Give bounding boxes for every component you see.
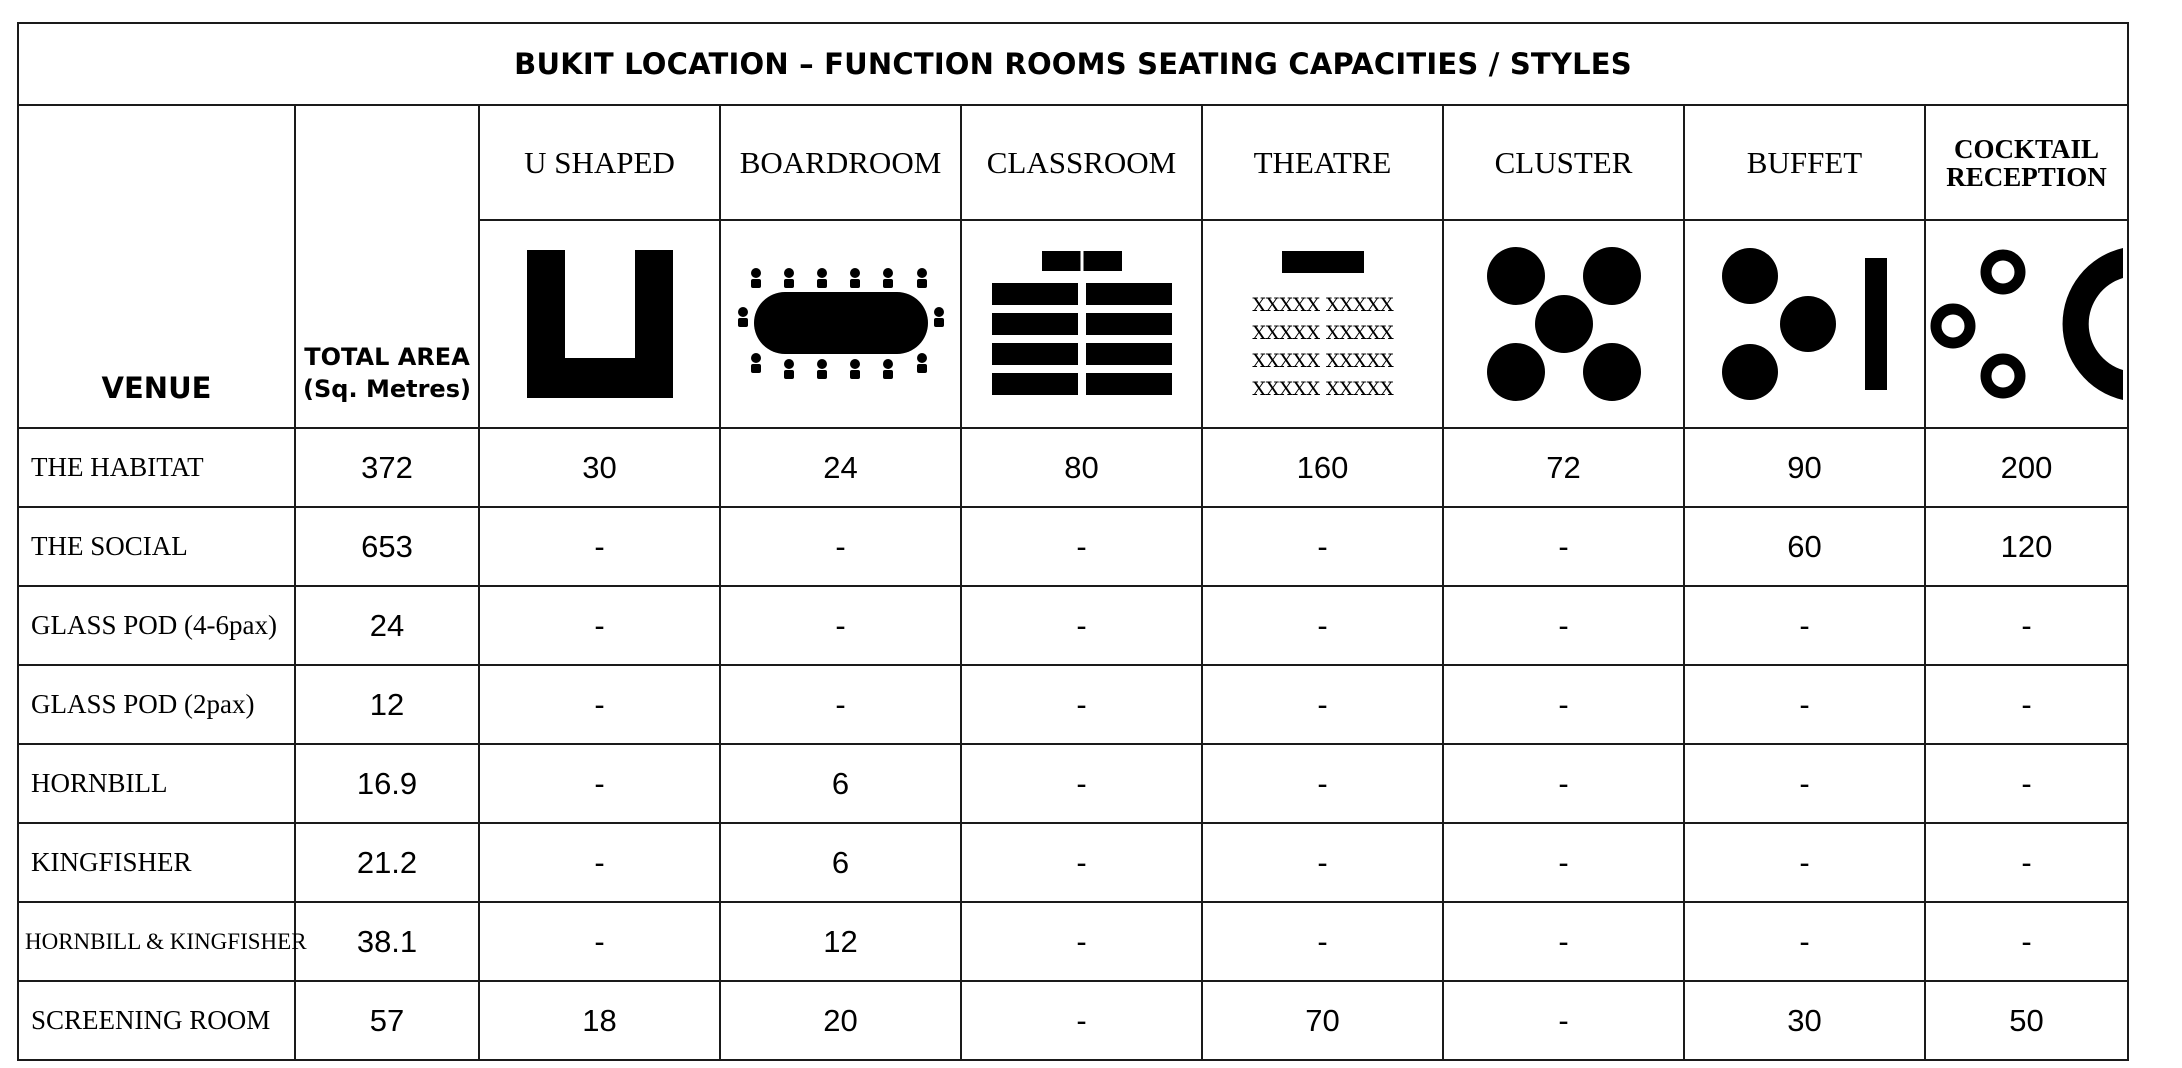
capacity-cell: - — [1443, 744, 1684, 823]
total-area-value: 12 — [295, 665, 479, 744]
capacity-cell: - — [1925, 586, 2128, 665]
capacity-cell: 72 — [1443, 428, 1684, 507]
total-area-header-line2: (Sq. Metres) — [303, 375, 471, 403]
capacity-cell: - — [720, 586, 961, 665]
style-header-boardroom: BOARDROOM — [720, 105, 961, 220]
cluster-tables-icon — [1484, 244, 1644, 404]
capacity-cell: - — [961, 507, 1202, 586]
capacity-cell: - — [479, 744, 720, 823]
boardroom-table-icon — [736, 264, 946, 384]
capacity-cell: - — [1684, 665, 1925, 744]
total-area-value: 653 — [295, 507, 479, 586]
capacity-cell: 12 — [720, 902, 961, 981]
capacity-cell: - — [1925, 744, 2128, 823]
capacity-cell: 50 — [1925, 981, 2128, 1060]
capacity-cell: 60 — [1684, 507, 1925, 586]
capacity-cell: 6 — [720, 744, 961, 823]
seating-capacity-table — [17, 22, 2129, 1061]
capacity-cell: - — [1202, 665, 1443, 744]
table-row — [18, 507, 2128, 586]
capacity-cell: - — [479, 507, 720, 586]
capacity-cell: - — [1684, 744, 1925, 823]
venue-name: KINGFISHER — [18, 823, 295, 902]
capacity-cell: - — [479, 902, 720, 981]
style-header-u-shaped: U SHAPED — [479, 105, 720, 220]
cocktail-header-line2: RECEPTION — [1946, 161, 2107, 192]
table-row — [18, 981, 2128, 1060]
venue-name: SCREENING ROOM — [18, 981, 295, 1060]
capacity-cell: - — [1443, 823, 1684, 902]
capacity-cell: - — [720, 507, 961, 586]
capacity-cell: 200 — [1925, 428, 2128, 507]
capacity-cell: - — [961, 981, 1202, 1060]
capacity-cell: 30 — [1684, 981, 1925, 1060]
table-row — [18, 902, 2128, 981]
capacity-cell: 90 — [1684, 428, 1925, 507]
venue-name: HORNBILL — [18, 744, 295, 823]
page-title: BUKIT LOCATION – FUNCTION ROOMS SEATING CAPACITIES / STYLES — [18, 23, 2128, 105]
total-area-value: 16.9 — [295, 744, 479, 823]
classroom-rows-icon — [990, 249, 1174, 399]
cocktail-header-line1: COCKTAIL — [1954, 133, 2100, 164]
capacity-cell: 70 — [1202, 981, 1443, 1060]
theatre-seat-row-1: XXXXX XXXXX — [1251, 294, 1394, 316]
u-shape-icon — [525, 248, 675, 400]
capacity-cell: - — [1443, 665, 1684, 744]
capacity-cell: 24 — [720, 428, 961, 507]
total-area-value: 38.1 — [295, 902, 479, 981]
capacity-cell: 20 — [720, 981, 961, 1060]
capacity-cell: - — [1443, 507, 1684, 586]
venue-name: GLASS POD (2pax) — [18, 665, 295, 744]
capacity-cell: - — [961, 823, 1202, 902]
capacity-cell: - — [1202, 823, 1443, 902]
capacity-cell: 30 — [479, 428, 720, 507]
capacity-cell: - — [1443, 981, 1684, 1060]
capacity-cell: - — [1202, 586, 1443, 665]
total-area-header-line1: TOTAL AREA — [304, 343, 470, 371]
capacity-cell: 80 — [961, 428, 1202, 507]
total-area-value: 57 — [295, 981, 479, 1060]
capacity-cell: - — [961, 665, 1202, 744]
capacity-cell: - — [1443, 902, 1684, 981]
capacity-cell: - — [1202, 902, 1443, 981]
capacity-cell: - — [479, 586, 720, 665]
style-header-cocktail-reception — [1925, 105, 2128, 220]
theatre-seat-row-4: XXXXX XXXXX — [1251, 378, 1394, 399]
capacity-cell: 18 — [479, 981, 720, 1060]
capacity-cell: - — [1684, 823, 1925, 902]
capacity-cell: - — [961, 586, 1202, 665]
table-row — [18, 744, 2128, 823]
capacity-cell: 160 — [1202, 428, 1443, 507]
theatre-seat-row-2: XXXXX XXXXX — [1251, 322, 1394, 344]
total-area-value: 24 — [295, 586, 479, 665]
capacity-cell: - — [1684, 902, 1925, 981]
theatre-seat-row-3: XXXXX XXXXX — [1251, 350, 1394, 372]
capacity-cell: - — [720, 665, 961, 744]
capacity-cell: 6 — [720, 823, 961, 902]
capacity-cell: - — [1202, 744, 1443, 823]
venue-column-header: VENUE — [18, 105, 295, 428]
style-header-buffet: BUFFET — [1684, 105, 1925, 220]
cocktail-icon-cell — [1925, 220, 2128, 428]
cocktail-reception-icon — [1929, 244, 2125, 404]
table-row — [18, 823, 2128, 902]
boardroom-icon-cell — [720, 220, 961, 428]
total-area-value: 372 — [295, 428, 479, 507]
table-row — [18, 428, 2128, 507]
capacity-cell: 120 — [1925, 507, 2128, 586]
style-header-cluster: CLUSTER — [1443, 105, 1684, 220]
capacity-cell: - — [1925, 665, 2128, 744]
buffet-layout-icon — [1720, 246, 1890, 402]
theatre-icon-cell — [1202, 220, 1443, 428]
capacity-cell: - — [479, 665, 720, 744]
capacity-cell: - — [961, 902, 1202, 981]
theatre-seating-icon — [1243, 249, 1403, 399]
cluster-icon-cell — [1443, 220, 1684, 428]
capacity-cell: - — [1202, 507, 1443, 586]
total-area-value: 21.2 — [295, 823, 479, 902]
classroom-icon-cell — [961, 220, 1202, 428]
buffet-icon-cell — [1684, 220, 1925, 428]
venue-name: HORNBILL & KINGFISHER — [18, 902, 295, 981]
capacity-cell: - — [479, 823, 720, 902]
venue-name: THE SOCIAL — [18, 507, 295, 586]
u-shaped-icon-cell — [479, 220, 720, 428]
style-header-classroom: CLASSROOM — [961, 105, 1202, 220]
style-header-theatre: THEATRE — [1202, 105, 1443, 220]
table-row — [18, 586, 2128, 665]
capacity-cell: - — [1684, 586, 1925, 665]
venue-name: THE HABITAT — [18, 428, 295, 507]
total-area-column-header — [295, 105, 479, 428]
capacity-cell: - — [1443, 586, 1684, 665]
capacity-cell: - — [961, 744, 1202, 823]
table-row — [18, 665, 2128, 744]
venue-name: GLASS POD (4-6pax) — [18, 586, 295, 665]
capacity-cell: - — [1925, 823, 2128, 902]
capacity-cell: - — [1925, 902, 2128, 981]
